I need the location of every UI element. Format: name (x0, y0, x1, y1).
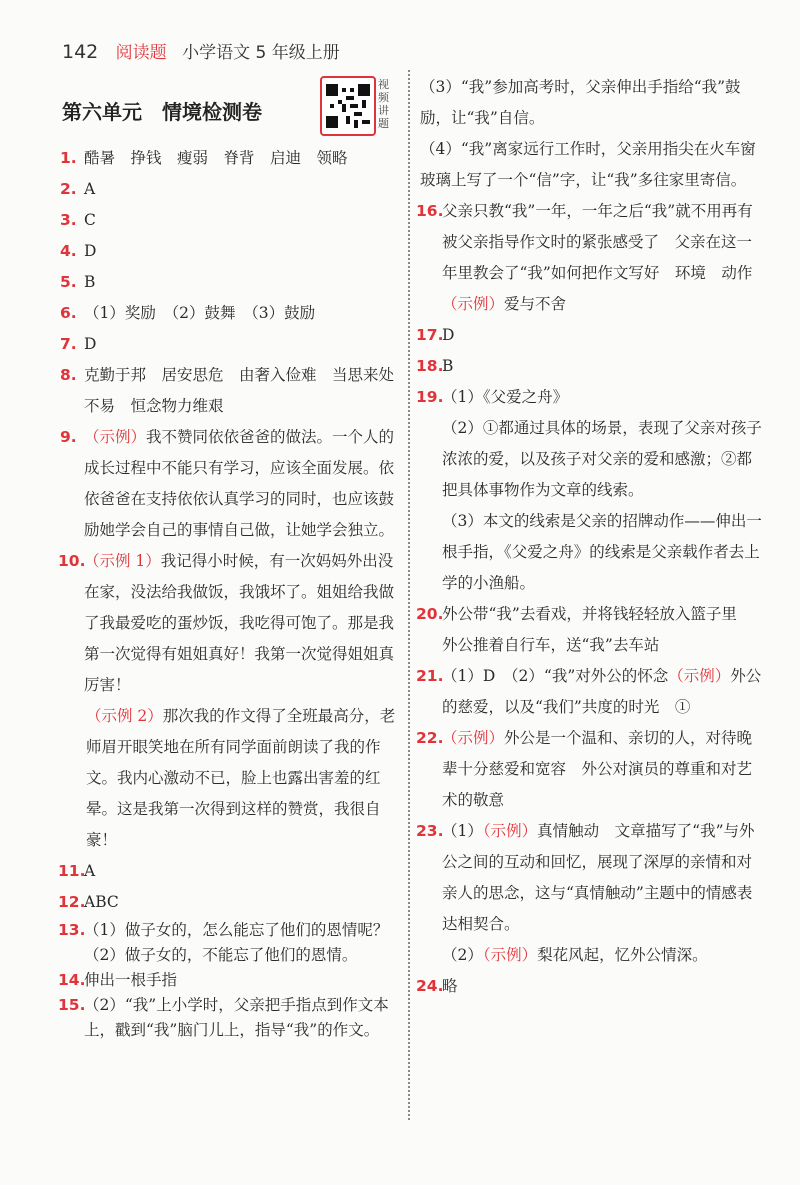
answer-text: 伸出一根手指 (84, 971, 178, 989)
example-label: （示例） (442, 295, 505, 313)
answer-number: 21. (416, 667, 444, 685)
answer-number: 23. (416, 822, 444, 840)
answer-item (60, 918, 400, 968)
answer-text: 父亲只教“我”一年，一年之后“我”就不用再有被父亲指导作文时的紧张感受了 父亲在这一年里教会了“我”如何把作文写好 环境 动作 (442, 202, 753, 282)
answer-text: （2）①都通过具体的场景，表现了父亲对孩子浓浓的爱，以及孩子对父亲的爱和感激；②都把具体事物作为文章的线索。 (442, 419, 762, 499)
answer-text: 爱与不舍 (504, 295, 567, 313)
answer-item (60, 267, 400, 298)
answer-item (60, 236, 400, 267)
answer-item (418, 661, 763, 723)
answer-number: 2. (60, 180, 77, 198)
answer-item (418, 816, 763, 971)
answer-number: 8. (60, 366, 77, 384)
answer-text: （1） (442, 822, 483, 840)
answer-item (418, 723, 763, 816)
answer-item (418, 971, 763, 1002)
answer-number: 6. (60, 304, 77, 322)
answer-number: 22. (416, 729, 444, 747)
example-label: （示例） (668, 667, 731, 685)
answer-text: 酷暑 挣钱 瘦弱 脊背 启迪 领略 (84, 149, 348, 167)
answer-item (60, 329, 400, 360)
answer-text: 外公的慈爱，以及“我们”共度的时光 ① (442, 667, 762, 716)
answer-text: （3）“我”参加高考时，父亲伸出手指给“我”鼓励，让“我”自信。 (420, 78, 741, 127)
example-label: （示例） (442, 729, 505, 747)
answer-text: （1）奖励 （2）鼓舞 （3）鼓励 (84, 304, 316, 322)
answer-item (60, 298, 400, 329)
answer-item (60, 887, 400, 918)
answer-text: D (84, 335, 97, 353)
example-label: （示例 1） (84, 552, 161, 570)
qr-label: 视频讲题 (378, 78, 389, 130)
answer-item (418, 320, 763, 351)
answer-text: D (84, 242, 97, 260)
example-label: （示例） (482, 822, 538, 840)
answer-text: 我记得小时候，有一次妈妈外出没在家，没法给我做饭，我饿坏了。姐姐给我做了我最爱吃的蛋炒饭，我吃得可饱了。那是我第一次觉得有姐姐真好！我第一次觉得姐姐真厉害！ (84, 552, 395, 694)
answer-number: 10. (58, 552, 86, 570)
answer-text: （1）《父爱之舟》 (442, 388, 569, 406)
answer-item (60, 360, 400, 422)
answer-number: 19. (416, 388, 444, 406)
answer-number: 17. (416, 326, 444, 344)
answer-number: 3. (60, 211, 77, 229)
answer-text: B (84, 273, 96, 291)
answer-number: 13. (58, 921, 86, 939)
answer-item (60, 422, 400, 546)
qr-code-icon (326, 84, 370, 128)
answer-text: 外公是一个温和、亲切的人，对待晚辈十分慈爱和宽容 外公对演员的尊重和对艺术的敬意 (442, 729, 753, 809)
answer-text: （2）做子女的，不能忘了他们的恩情。 (84, 946, 358, 964)
answer-text: 我不赞同依依爸爸的做法。一个人的成长过程中不能只有学习，应该全面发展。依依爸爸在支持依依认真学习的同时，也应该鼓励她学会自己的事情自己做，让她学会独立。 (84, 428, 395, 539)
answer-text: A (84, 862, 96, 880)
answer-item (418, 382, 763, 599)
answer-item (418, 196, 763, 320)
answer-item (60, 968, 400, 993)
answer-number: 1. (60, 149, 77, 167)
page-number: 142 (62, 41, 99, 63)
answer-text: 梨花风起，忆外公情深。 (537, 946, 708, 964)
answer-text: ABC (84, 893, 119, 911)
answer-item (418, 599, 763, 661)
answer-number: 9. (60, 428, 77, 446)
unit-title: 第六单元 情境检测卷 (62, 100, 262, 124)
answer-text: （2） (442, 946, 483, 964)
answer-text: 真情触动 文章描写了“我”与外公之间的互动和回忆，展现了深厚的亲情和对亲人的思念，这与“真情触动”主题中的情感表达相契合。 (442, 822, 755, 933)
answer-item (60, 993, 400, 1043)
answer-number: 5. (60, 273, 77, 291)
page-header (62, 38, 340, 63)
answer-text: （2）“我”上小学时，父亲把手指点到作文本上，戳到“我”脑门儿上，指导“我”的作文。 (84, 996, 389, 1039)
answer-text: （1）D （2）“我”对外公的怀念 (442, 667, 669, 685)
column-divider (408, 70, 410, 1120)
answer-item (60, 205, 400, 236)
example-label: （示例） (482, 946, 538, 964)
example-label: （示例 2） (86, 707, 163, 725)
answer-text: （1）做子女的，怎么能忘了他们的恩情呢？ (84, 921, 389, 939)
right-column (418, 72, 763, 1002)
left-column (60, 143, 400, 1043)
answer-number: 18. (416, 357, 444, 375)
answer-number: 20. (416, 605, 444, 623)
answer-text: 那次我的作文得了全班最高分，老师眉开眼笑地在所有同学面前朗读了我的作文。我内心激动不已，脸上也露出害羞的红晕。这是我第一次得到这样的赞赏，我很自豪！ (86, 707, 396, 849)
answer-text: 略 (442, 977, 458, 995)
answer-number: 16. (416, 202, 444, 220)
example-label: （示例） (84, 428, 147, 446)
answer-text: 克勤于邦 居安思危 由奢入俭难 当思来处不易 恒念物力维艰 (84, 366, 395, 415)
answer-number: 14. (58, 971, 86, 989)
answer-text: A (84, 180, 96, 198)
answer-text: C (84, 211, 96, 229)
answer-item (418, 351, 763, 382)
answer-text: （4）“我”离家远行工作时，父亲用指尖在火车窗玻璃上写了一个“信”字，让“我”多往家里寄信。 (420, 140, 756, 189)
book-title: 小学语文 5 年级上册 (182, 43, 340, 63)
answer-number: 24. (416, 977, 444, 995)
answer-item (60, 856, 400, 887)
answer-item (60, 143, 400, 174)
answer-number: 4. (60, 242, 77, 260)
answer-number: 11. (58, 862, 86, 880)
answer-text: 外公带“我”去看戏，并将钱轻轻放入篮子里 外公推着自行车，送“我”去车站 (442, 605, 753, 654)
section-tag: 阅读题 (115, 43, 167, 63)
answer-text: D (442, 326, 455, 344)
answer-text: （3）本文的线索是父亲的招牌动作——伸出一根手指，《父爱之舟》的线索是父亲载作者去上学的小渔船。 (442, 512, 762, 592)
answer-number: 15. (58, 996, 86, 1014)
qr-code[interactable] (320, 76, 376, 136)
answer-number: 7. (60, 335, 77, 353)
answer-text: B (442, 357, 454, 375)
answer-item (60, 546, 400, 856)
answer-number: 12. (58, 893, 86, 911)
answer-item (60, 174, 400, 205)
